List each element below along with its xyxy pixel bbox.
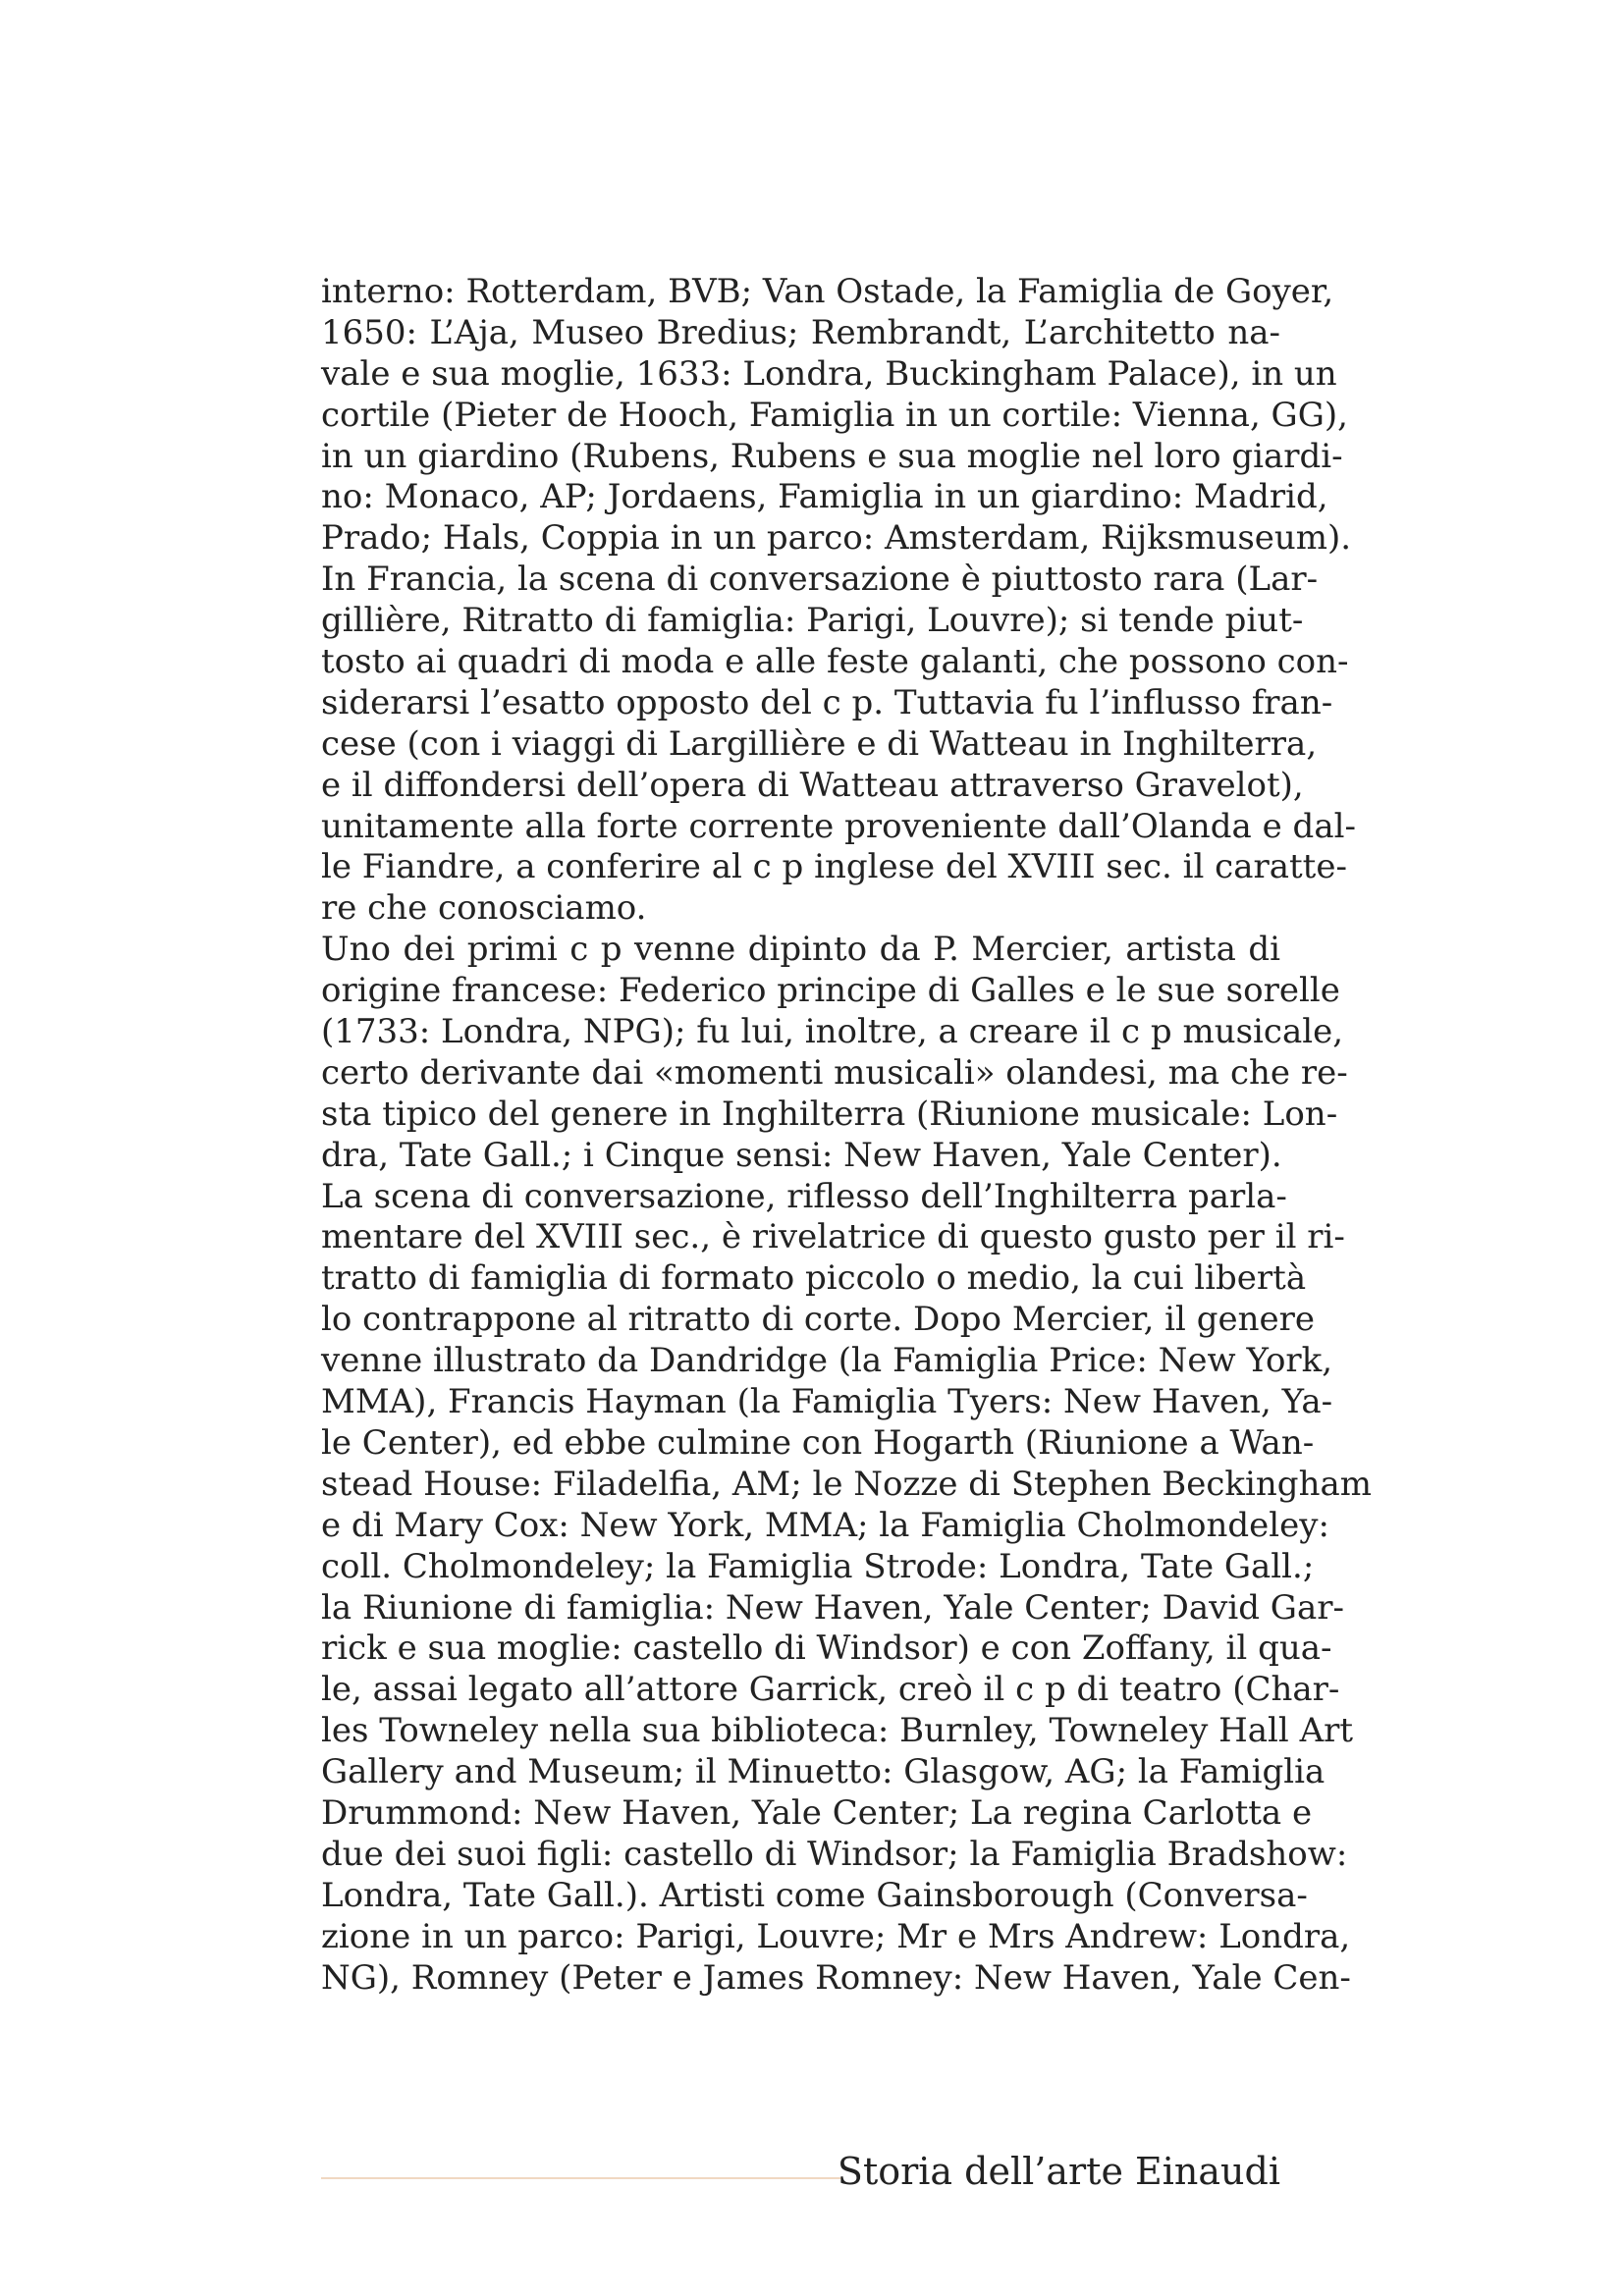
text-line: no: Monaco, AP; Jordaens, Famiglia in un giardino: Madrid,	[321, 477, 1328, 517]
text-line: Drummond: New Haven, Yale Center; La regina Carlotta e	[321, 1792, 1313, 1833]
text-line: venne illustrato da Dandridge (la Famiglia Price: New York,	[321, 1341, 1333, 1381]
text-line: interno: Rotterdam, BVB; Van Ostade, la Famiglia de Goyer,	[321, 272, 1334, 311]
text-line: vale e sua moglie, 1633: Londra, Buckingham Palace), in un	[321, 353, 1337, 394]
text-line: unitamente alla forte corrente proveniente dall’Olanda e dal-	[321, 806, 1356, 846]
text-line: La scena di conversazione, riflesso dell’Inghilterra parla-	[321, 1176, 1287, 1216]
text-line: tosto ai quadri di moda e alle feste galanti, che possono con-	[321, 642, 1349, 682]
text-line: tratto di famiglia di formato piccolo o medio, la cui libertà	[321, 1258, 1307, 1299]
text-line: In Francia, la scena di conversazione è piuttosto rara (Lar-	[321, 560, 1319, 600]
text-line: sta tipico del genere in Inghilterra (Riunione musicale: Lon-	[321, 1094, 1338, 1134]
text-line: le Fiandre, a conferire al c p inglese del XVIII sec. il caratte-	[321, 847, 1347, 887]
text-line: e il diffondersi dell’opera di Watteau attraverso Gravelot),	[321, 765, 1304, 805]
text-line: Gallery and Museum; il Minuetto: Glasgow, AG; la Famiglia	[321, 1752, 1325, 1792]
text-line: e di Mary Cox: New York, MMA; la Famiglia Cholmondeley:	[321, 1505, 1329, 1545]
text-line: rick e sua moglie: castello di Windsor) e con Zoffany, il qua-	[321, 1629, 1332, 1669]
text-line: (1733: Londra, NPG); fu lui, inoltre, a creare il c p musicale,	[321, 1012, 1344, 1052]
footer-rule	[321, 2177, 841, 2179]
text-line: re che conosciamo.	[321, 888, 647, 929]
text-line: mentare del XVIII sec., è rivelatrice di questo gusto per il ri-	[321, 1217, 1345, 1257]
text-line: in un giardino (Rubens, Rubens e sua moglie nel loro giardi-	[321, 436, 1343, 476]
text-line: dra, Tate Gall.; i Cinque sensi: New Haven, Yale Center).	[321, 1135, 1282, 1175]
text-line: Uno dei primi c p venne dipinto da P. Mercier, artista di	[321, 930, 1280, 970]
text-line: Prado; Hals, Coppia in un parco: Amsterdam, Rijksmuseum).	[321, 518, 1352, 559]
text-line: la Riunione di famiglia: New Haven, Yale Center; David Gar-	[321, 1587, 1344, 1628]
text-line: Londra, Tate Gall.). Artisti come Gainsborough (Conversa-	[321, 1875, 1308, 1915]
text-line: lo contrappone al ritratto di corte. Dopo Mercier, il genere	[321, 1300, 1316, 1340]
text-line: origine francese: Federico principe di Galles e le sue sorelle	[321, 971, 1340, 1011]
text-line: NG), Romney (Peter e James Romney: New Haven, Yale Cen-	[321, 1957, 1351, 1998]
text-line: cortile (Pieter de Hooch, Famiglia in un cortile: Vienna, GG),	[321, 395, 1348, 435]
text-line: coll. Cholmondeley; la Famiglia Strode: Londra, Tate Gall.;	[321, 1546, 1315, 1586]
text-line: cese (con i viaggi di Largillière e di Watteau in Inghilterra,	[321, 723, 1318, 764]
footer-title: Storia dell’arte Einaudi	[837, 2150, 1280, 2193]
text-line: MMA), Francis Hayman (la Famiglia Tyers: New Haven, Ya-	[321, 1382, 1333, 1422]
text-line: le Center), ed ebbe culmine con Hogarth (Riunione a Wan-	[321, 1422, 1315, 1463]
text-line: gillière, Ritratto di famiglia: Parigi, Louvre); si tende piut-	[321, 601, 1304, 641]
text-line: zione in un parco: Parigi, Louvre; Mr e Mrs Andrew: Londra,	[321, 1916, 1351, 1956]
body-text	[321, 272, 1372, 1999]
text-line: siderarsi l’esatto opposto del c p. Tuttavia fu l’influsso fran-	[321, 682, 1333, 722]
text-line: certo derivante dai «momenti musicali» olandesi, ma che re-	[321, 1052, 1348, 1093]
text-line: due dei suoi figli: castello di Windsor; la Famiglia Bradshow:	[321, 1834, 1348, 1874]
text-line: 1650: L’Aja, Museo Bredius; Rembrandt, L’architetto na-	[321, 312, 1280, 352]
text-line: stead House: Filadelfia, AM; le Nozze di Stephen Beckingham	[321, 1464, 1372, 1504]
text-line: les Towneley nella sua biblioteca: Burnley, Towneley Hall Art	[321, 1711, 1354, 1751]
text-line: le, assai legato all’attore Garrick, creò il c p di teatro (Char-	[321, 1670, 1340, 1710]
